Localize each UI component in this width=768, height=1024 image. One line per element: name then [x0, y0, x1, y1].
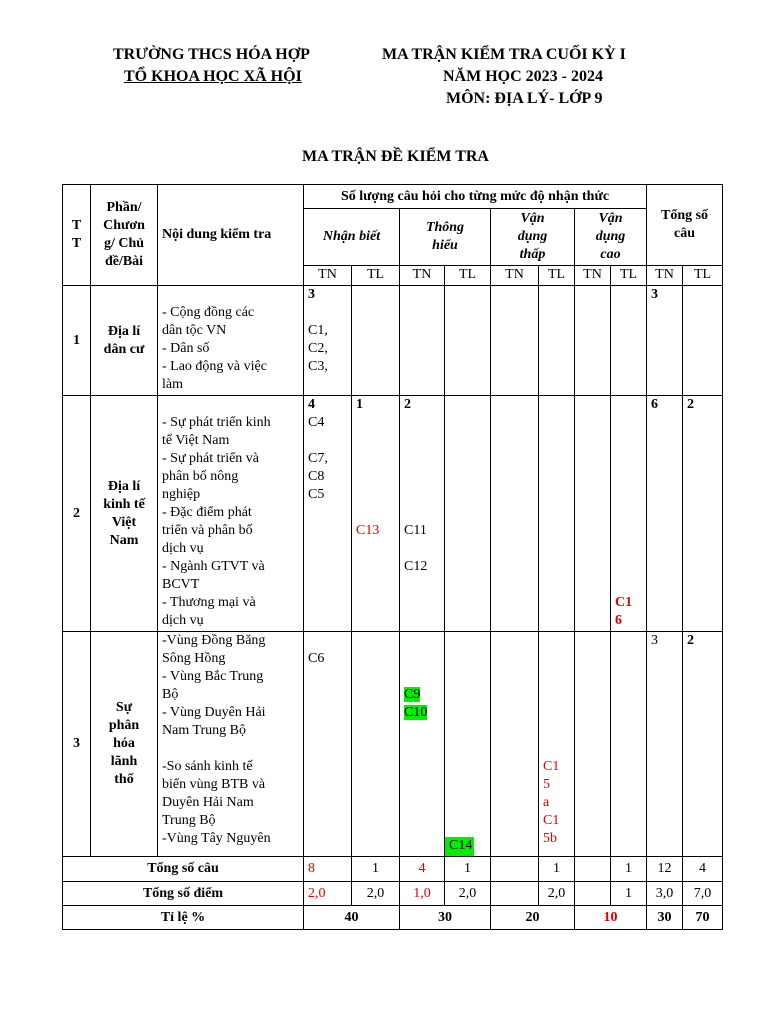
level-vdc-header: Vận dụng cao: [575, 209, 647, 266]
vdc-tl-item: C1 6: [615, 595, 633, 628]
tp-vdt-tn: [491, 882, 539, 906]
ratio-vdc: 10: [575, 906, 647, 930]
nb-tn-item: C6: [308, 651, 325, 666]
row-content: -Vùng Đồng Băng Sông Hồng - Vùng Bắc Trung Bộ - Vùng Duyên Hải Nam Trung Bộ -So sánh kinh tế biển vùng BTB và Duyên Hải Nam Trung Bộ -Vùng Tây Nguyên: [158, 632, 304, 857]
th-tl-cell: [445, 632, 491, 857]
row-tt: 1: [63, 286, 91, 396]
col-content-header: Nội dung kiểm tra: [158, 185, 304, 286]
tq-th-tn: 4: [400, 857, 445, 882]
col-total-header: Tổng số câu: [647, 185, 723, 266]
ratio-vdt: 20: [491, 906, 575, 930]
nb-tn-cell: [304, 632, 352, 857]
tq-total-tl: 4: [683, 857, 723, 882]
vdt-tn-cell: [491, 286, 539, 396]
vdc-tn-cell: [575, 396, 611, 632]
nb-tl-cell: [352, 632, 400, 857]
nb-tl-count: 1: [356, 397, 363, 412]
total-questions-label: Tổng số câu: [63, 857, 304, 882]
tp-total-tl: 7,0: [683, 882, 723, 906]
row-part: Địa lí dân cư: [91, 286, 158, 396]
tq-nb-tl: 1: [352, 857, 400, 882]
vdt-tn-header: TN: [491, 266, 539, 286]
nb-tn-count: 3: [308, 287, 315, 302]
total-questions-row: [63, 857, 723, 882]
th-tn-item: C12: [404, 559, 428, 574]
nb-tn-items: C4 C7, C8 C5: [308, 415, 328, 502]
vdt-tl-header: TL: [539, 266, 575, 286]
row-tt: 3: [63, 632, 91, 857]
total-points-label: Tổng số điểm: [63, 882, 304, 906]
tp-nb-tn: 2,0: [304, 882, 352, 906]
row-part: Địa lí kinh tế Việt Nam: [91, 396, 158, 632]
vdt-tl-cell: [539, 632, 575, 857]
th-tl-cell: [445, 396, 491, 632]
nb-tn-header: TN: [304, 266, 352, 286]
level-th-header: Thông hiểu: [400, 209, 491, 266]
row-part: Sự phân hóa lãnh thổ: [91, 632, 158, 857]
table-row: [63, 632, 723, 857]
th-tn-item: C11: [404, 523, 427, 538]
tq-th-tl: 1: [445, 857, 491, 882]
ratio-label: Tỉ lệ %: [63, 906, 304, 930]
ratio-th: 30: [400, 906, 491, 930]
vdc-tn-cell: [575, 286, 611, 396]
ratio-nb: 40: [304, 906, 400, 930]
table-row: [63, 286, 723, 396]
total-tn-cell: 6: [647, 396, 683, 632]
total-tl-header: TL: [683, 266, 723, 286]
level-nb-header: Nhận biết: [304, 209, 400, 266]
tq-vdt-tn: [491, 857, 539, 882]
tq-vdc-tl: 1: [611, 857, 647, 882]
nb-tl-cell: [352, 396, 400, 632]
tp-vdt-tl: 2,0: [539, 882, 575, 906]
tq-total-tn: 12: [647, 857, 683, 882]
nb-tl-header: TL: [352, 266, 400, 286]
tp-th-tl: 2,0: [445, 882, 491, 906]
vdc-tn-header: TN: [575, 266, 611, 286]
nb-tn-cell: [304, 396, 352, 632]
total-tn-header: TN: [647, 266, 683, 286]
col-part-header: Phần/ Chươn g/ Chủ đề/Bài: [91, 185, 158, 286]
header-row-1: [63, 185, 723, 209]
total-tl-cell: 2: [683, 632, 723, 857]
tp-total-tn: 3,0: [647, 882, 683, 906]
th-tn-cell: [400, 396, 445, 632]
levels-group-header: Số lượng câu hỏi cho từng mức độ nhận thức: [304, 185, 647, 209]
th-tn-count: 2: [404, 397, 411, 412]
exam-matrix-table: [62, 184, 723, 930]
th-tl-item: C14: [445, 837, 474, 856]
th-tn-item: C10: [404, 705, 428, 720]
th-tn-cell: [400, 632, 445, 857]
table-row: [63, 396, 723, 632]
vdc-tl-cell: [611, 632, 647, 857]
total-tn-cell: 3: [647, 632, 683, 857]
vdc-tl-cell: [611, 396, 647, 632]
col-tt-header: T T: [63, 185, 91, 286]
section-title: MA TRẬN ĐỀ KIỂM TRA: [302, 148, 489, 165]
row-content: - Cộng đồng các dân tộc VN - Dân số - Lao động và việc làm: [158, 286, 304, 396]
nb-tn-count: 4: [308, 397, 315, 412]
ratio-row: [63, 906, 723, 930]
th-tn-header: TN: [400, 266, 445, 286]
nb-tl-cell: [352, 286, 400, 396]
total-tl-cell: [683, 286, 723, 396]
tp-vdc-tn: [575, 882, 611, 906]
th-tn-item: C9: [404, 687, 421, 702]
tp-th-tn: 1,0: [400, 882, 445, 906]
tp-vdc-tl: 1: [611, 882, 647, 906]
th-tl-header: TL: [445, 266, 491, 286]
vdt-tl-item: C1 5 a C1 5b: [543, 759, 560, 846]
school-year: NĂM HỌC 2023 - 2024: [443, 68, 603, 85]
subject-grade: MÔN: ĐỊA LÝ- LỚP 9: [446, 90, 603, 107]
row-tt: 2: [63, 396, 91, 632]
tq-vdc-tn: [575, 857, 611, 882]
nb-tn-cell: [304, 286, 352, 396]
th-tl-cell: [445, 286, 491, 396]
nb-tn-items: C1, C2, C3,: [308, 323, 328, 374]
school-name: TRƯỜNG THCS HÓA HỢP: [113, 46, 310, 63]
nb-tl-item: C13: [356, 523, 380, 538]
department-name: TỔ KHOA HỌC XÃ HỘI: [124, 68, 302, 85]
vdc-tl-header: TL: [611, 266, 647, 286]
row-content: - Sự phát triển kinh tế Việt Nam - Sự phát triển và phân bố nông nghiệp - Đặc điểm phát triển và phân bố dịch vụ - Ngành GTVT và BCVT - Thương mại và dịch vụ: [158, 396, 304, 632]
total-tn-cell: 3: [647, 286, 683, 396]
vdt-tn-cell: [491, 632, 539, 857]
exam-title: MA TRẬN KIỂM TRA CUỐI KỲ I: [382, 46, 626, 63]
vdt-tl-cell: [539, 286, 575, 396]
vdc-tl-cell: [611, 286, 647, 396]
tq-vdt-tl: 1: [539, 857, 575, 882]
tq-nb-tn: 8: [304, 857, 352, 882]
vdt-tl-cell: [539, 396, 575, 632]
tp-nb-tl: 2,0: [352, 882, 400, 906]
ratio-total-tn: 30: [647, 906, 683, 930]
vdc-tn-cell: [575, 632, 611, 857]
th-tn-cell: [400, 286, 445, 396]
total-tl-cell: 2: [683, 396, 723, 632]
vdt-tn-cell: [491, 396, 539, 632]
total-points-row: [63, 882, 723, 906]
ratio-total-tl: 70: [683, 906, 723, 930]
level-vdt-header: Vận dụng thấp: [491, 209, 575, 266]
